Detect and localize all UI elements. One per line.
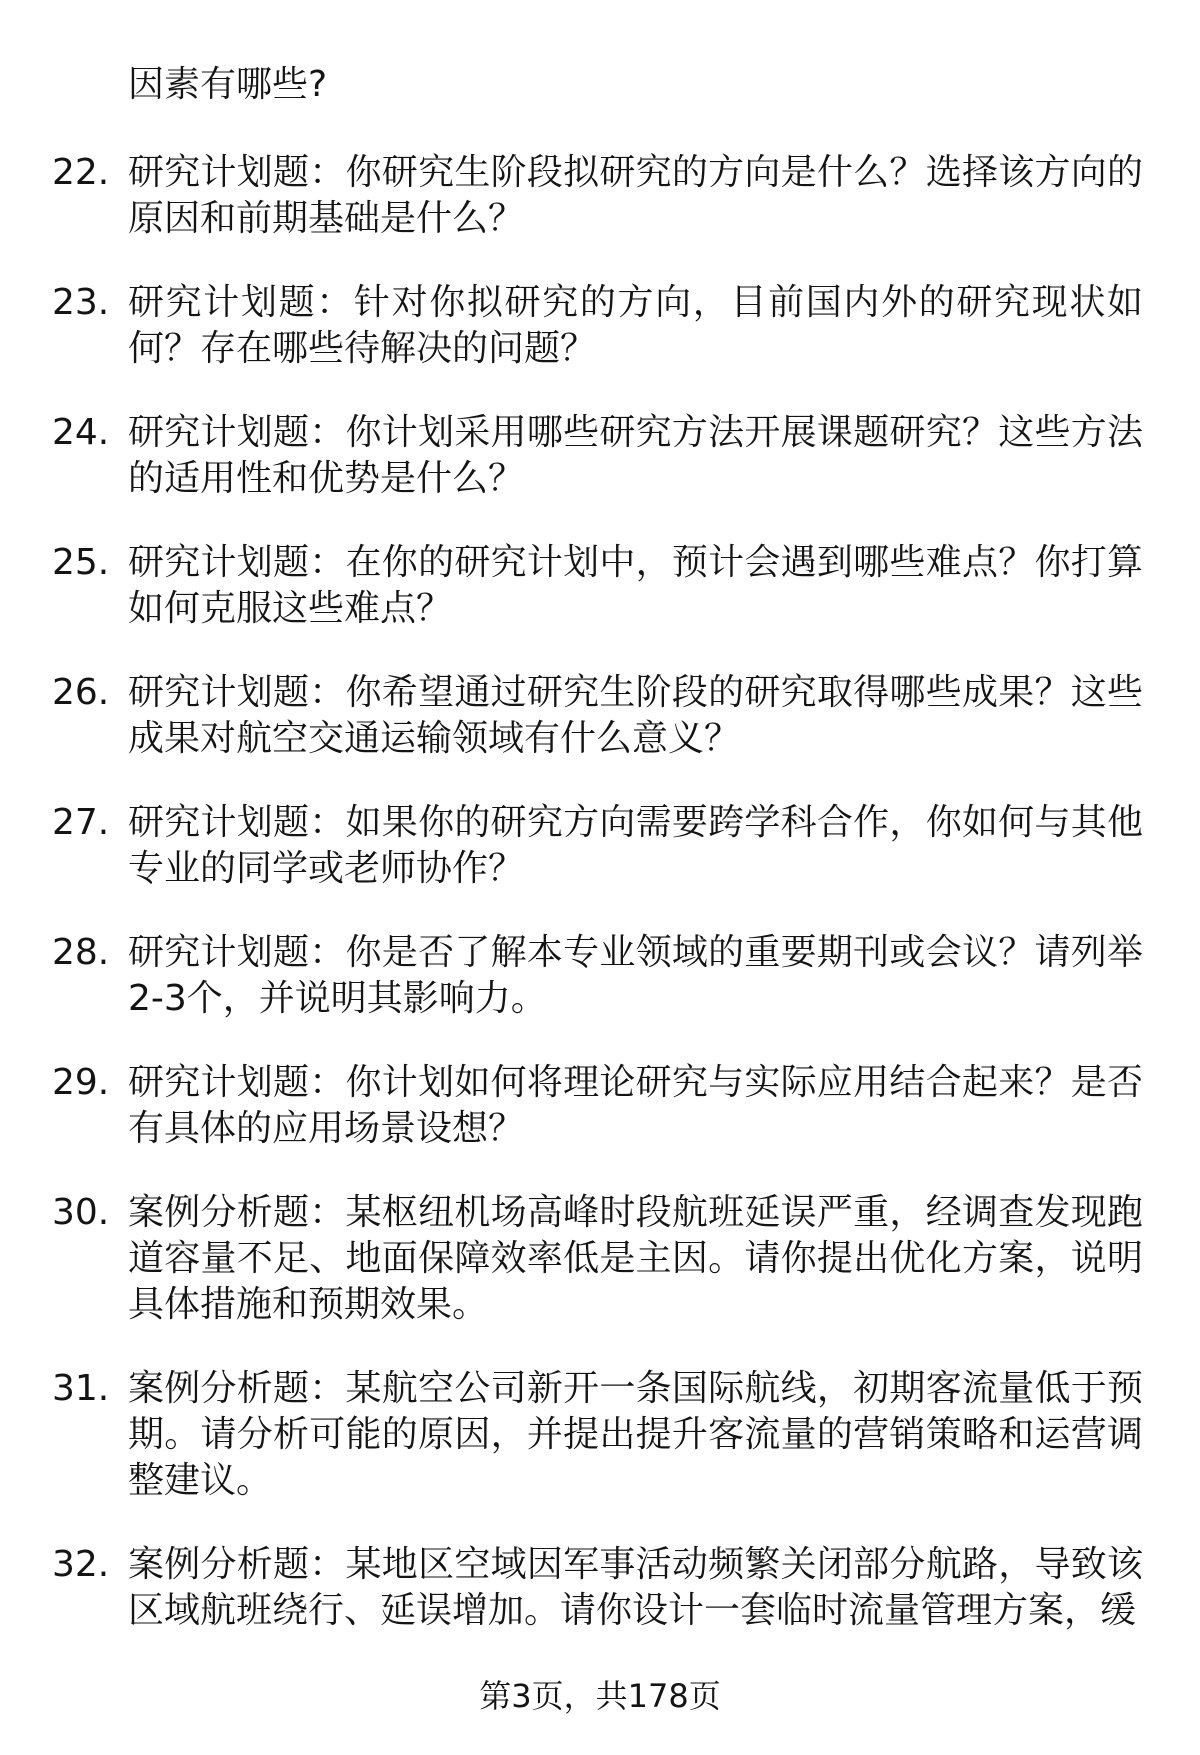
question-number: 25. — [52, 542, 110, 583]
question-text: 案例分析题：某航空公司新开一条国际航线，初期客流量低于预期。请分析可能的原因，并提出提升客流量的营销策略和运营调整建议。 — [128, 1368, 1143, 1501]
question-text: 研究计划题：你计划采用哪些研究方法开展课题研究？这些方法的适用性和优势是什么？ — [128, 412, 1143, 499]
question-item — [0, 1542, 1200, 1634]
question-number: 31. — [52, 1368, 110, 1409]
question-text: 研究计划题：如果你的研究方向需要跨学科合作，你如何与其他专业的同学或老师协作？ — [128, 802, 1143, 889]
question-item — [0, 800, 1200, 892]
question-item — [0, 1366, 1200, 1504]
question-item — [0, 1190, 1200, 1328]
question-item — [0, 280, 1200, 372]
question-item — [0, 150, 1200, 242]
question-text: 研究计划题：你研究生阶段拟研究的方向是什么？选择该方向的原因和前期基础是什么？ — [128, 152, 1143, 239]
question-item — [0, 1060, 1200, 1152]
question-number: 24. — [52, 412, 110, 453]
question-item — [0, 670, 1200, 762]
question-number: 23. — [52, 282, 110, 323]
question-number: 30. — [52, 1192, 110, 1233]
question-text: 研究计划题：你是否了解本专业领域的重要期刊或会议？请列举2-3个，并说明其影响力。 — [128, 932, 1143, 1019]
continuation-text: 因素有哪些? — [128, 64, 328, 105]
question-item — [0, 410, 1200, 502]
question-text: 研究计划题：你计划如何将理论研究与实际应用结合起来？是否有具体的应用场景设想？ — [128, 1062, 1143, 1149]
page-footer: 第3页，共178页 — [479, 1677, 721, 1715]
question-number: 32. — [52, 1544, 110, 1585]
question-number: 22. — [52, 152, 110, 193]
question-text: 案例分析题：某枢纽机场高峰时段航班延误严重，经调查发现跑道容量不足、地面保障效率低是主因。请你提出优化方案，说明具体措施和预期效果。 — [128, 1192, 1143, 1325]
question-text: 研究计划题：在你的研究计划中，预计会遇到哪些难点？你打算如何克服这些难点？ — [128, 542, 1143, 629]
question-number: 28. — [52, 932, 110, 973]
question-text: 研究计划题：针对你拟研究的方向，目前国内外的研究现状如何？存在哪些待解决的问题？ — [128, 282, 1143, 369]
question-item — [0, 540, 1200, 632]
question-number: 27. — [52, 802, 110, 843]
question-list — [0, 150, 1200, 1672]
question-item — [0, 930, 1200, 1022]
question-text: 案例分析题：某地区空域因军事活动频繁关闭部分航路，导致该区域航班绕行、延误增加。请你设计一套临时流量管理方案，缓 — [128, 1544, 1143, 1631]
question-number: 26. — [52, 672, 110, 713]
question-number: 29. — [52, 1062, 110, 1103]
question-text: 研究计划题：你希望通过研究生阶段的研究取得哪些成果？这些成果对航空交通运输领域有什么意义？ — [128, 672, 1143, 759]
